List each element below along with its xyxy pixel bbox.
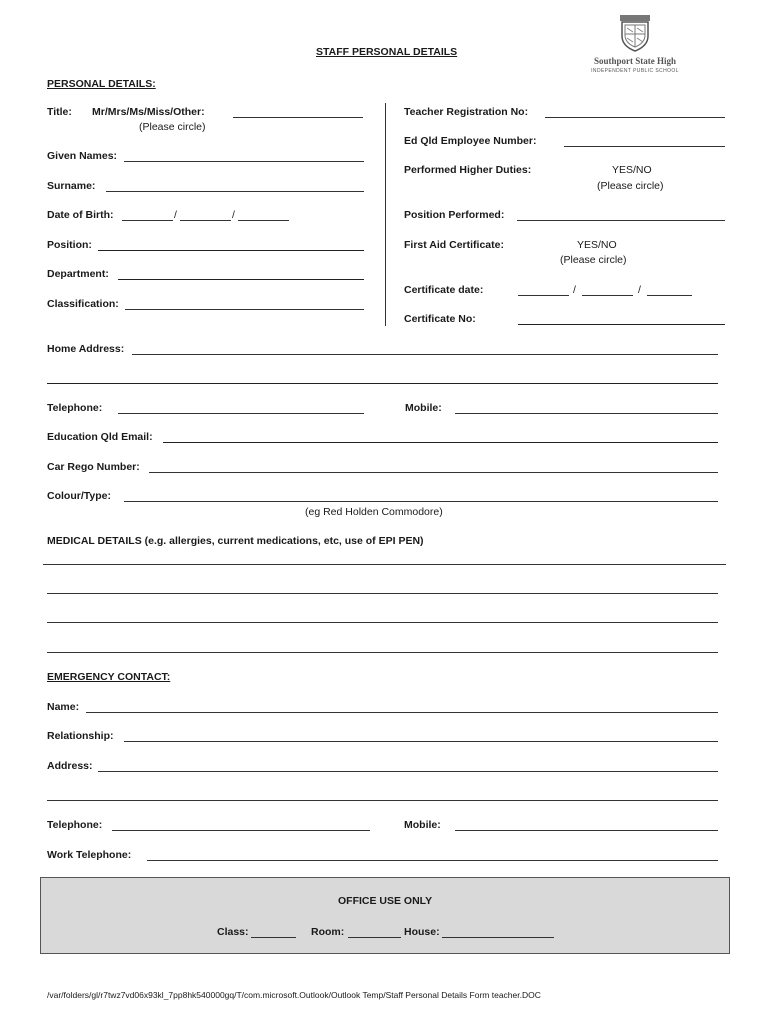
car-rego-label: Car Rego Number: bbox=[47, 461, 140, 473]
house-field[interactable] bbox=[442, 937, 554, 938]
school-subtitle: INDEPENDENT PUBLIC SCHOOL bbox=[591, 68, 679, 74]
colour-type-label: Colour/Type: bbox=[47, 490, 111, 502]
title-label: Title: bbox=[47, 106, 72, 118]
classification-label: Classification: bbox=[47, 298, 119, 310]
ed-qld-emp-field[interactable] bbox=[564, 146, 725, 147]
given-names-field[interactable] bbox=[124, 161, 364, 162]
cert-date-slash-2: / bbox=[638, 284, 641, 296]
emergency-mobile-field[interactable] bbox=[455, 830, 718, 831]
room-field[interactable] bbox=[348, 937, 401, 938]
emergency-name-label: Name: bbox=[47, 701, 80, 713]
emergency-name-field[interactable] bbox=[86, 712, 718, 713]
emergency-mobile-label: Mobile: bbox=[404, 819, 441, 831]
surname-label: Surname: bbox=[47, 180, 96, 192]
dob-slash-2: / bbox=[232, 209, 235, 221]
work-telephone-field[interactable] bbox=[147, 860, 718, 861]
dob-label: Date of Birth: bbox=[47, 209, 114, 221]
title-field[interactable] bbox=[233, 117, 363, 118]
footer-file-path: /var/folders/gl/r7twz7vd06x93kl_7pp8hk540000gq/T/com.microsoft.Outlook/Outlook Temp/Staff Personal Details Form teacher.DOC bbox=[47, 990, 541, 1000]
cert-date-label: Certificate date: bbox=[404, 284, 484, 296]
first-aid-yes-no: YES/NO bbox=[577, 239, 617, 251]
teacher-reg-label: Teacher Registration No: bbox=[404, 106, 529, 118]
medical-line-2[interactable] bbox=[47, 622, 718, 623]
office-use-box bbox=[40, 877, 730, 954]
work-telephone-label: Work Telephone: bbox=[47, 849, 132, 861]
position-field[interactable] bbox=[98, 250, 364, 251]
first-aid-label: First Aid Certificate: bbox=[404, 239, 504, 251]
dob-day-field[interactable] bbox=[122, 220, 173, 221]
telephone-label: Telephone: bbox=[47, 402, 103, 414]
colour-type-field[interactable] bbox=[124, 501, 718, 502]
emergency-address-label: Address: bbox=[47, 760, 93, 772]
home-address-label: Home Address: bbox=[47, 343, 125, 355]
dob-year-field[interactable] bbox=[238, 220, 289, 221]
position-performed-label: Position Performed: bbox=[404, 209, 505, 221]
medical-heading: MEDICAL DETAILS (e.g. allergies, current medications, etc, use of EPI PEN) bbox=[47, 535, 424, 547]
form-title: STAFF PERSONAL DETAILS bbox=[316, 46, 458, 58]
colour-hint: (eg Red Holden Commodore) bbox=[305, 506, 443, 518]
first-aid-please-circle: (Please circle) bbox=[560, 254, 627, 266]
cert-no-label: Certificate No: bbox=[404, 313, 476, 325]
car-rego-field[interactable] bbox=[149, 472, 718, 473]
column-divider bbox=[385, 103, 386, 326]
emergency-address-field[interactable] bbox=[98, 771, 718, 772]
medical-divider bbox=[43, 564, 726, 565]
title-options: Mr/Mrs/Ms/Miss/Other: bbox=[92, 106, 205, 118]
higher-duties-label: Performed Higher Duties: bbox=[404, 164, 532, 176]
room-label: Room: bbox=[311, 926, 345, 938]
ed-qld-emp-label: Ed Qld Employee Number: bbox=[404, 135, 537, 147]
cert-date-year-field[interactable] bbox=[647, 295, 692, 296]
emergency-telephone-label: Telephone: bbox=[47, 819, 103, 831]
mobile-field[interactable] bbox=[455, 413, 718, 414]
medical-line-3[interactable] bbox=[47, 652, 718, 653]
class-label: Class: bbox=[217, 926, 249, 938]
house-label: House: bbox=[404, 926, 440, 938]
dob-month-field[interactable] bbox=[180, 220, 231, 221]
dob-slash-1: / bbox=[174, 209, 177, 221]
home-address-field[interactable] bbox=[132, 354, 718, 355]
department-label: Department: bbox=[47, 268, 109, 280]
emergency-relationship-field[interactable] bbox=[124, 741, 718, 742]
position-label: Position: bbox=[47, 239, 92, 251]
class-field[interactable] bbox=[251, 937, 296, 938]
school-crest-icon bbox=[619, 14, 651, 52]
department-field[interactable] bbox=[118, 279, 364, 280]
home-address-field-2[interactable] bbox=[47, 383, 718, 384]
edu-email-field[interactable] bbox=[163, 442, 718, 443]
higher-duties-yes-no: YES/NO bbox=[612, 164, 652, 176]
emergency-telephone-field[interactable] bbox=[112, 830, 370, 831]
emergency-heading: EMERGENCY CONTACT: bbox=[47, 671, 171, 683]
cert-date-month-field[interactable] bbox=[582, 295, 633, 296]
cert-date-slash-1: / bbox=[573, 284, 576, 296]
office-heading: OFFICE USE ONLY bbox=[338, 895, 433, 907]
medical-line-1[interactable] bbox=[47, 593, 718, 594]
school-name: Southport State High bbox=[593, 56, 676, 66]
given-names-label: Given Names: bbox=[47, 150, 118, 162]
surname-field[interactable] bbox=[106, 191, 364, 192]
cert-date-day-field[interactable] bbox=[518, 295, 569, 296]
higher-duties-please-circle: (Please circle) bbox=[597, 180, 664, 192]
position-performed-field[interactable] bbox=[517, 220, 725, 221]
personal-details-heading: PERSONAL DETAILS: bbox=[47, 78, 156, 90]
classification-field[interactable] bbox=[125, 309, 364, 310]
mobile-label: Mobile: bbox=[405, 402, 442, 414]
edu-email-label: Education Qld Email: bbox=[47, 431, 153, 443]
cert-no-field[interactable] bbox=[518, 324, 725, 325]
telephone-field[interactable] bbox=[118, 413, 364, 414]
teacher-reg-field[interactable] bbox=[545, 117, 725, 118]
emergency-address-field-2[interactable] bbox=[47, 800, 718, 801]
title-please-circle: (Please circle) bbox=[139, 121, 206, 133]
emergency-relationship-label: Relationship: bbox=[47, 730, 114, 742]
